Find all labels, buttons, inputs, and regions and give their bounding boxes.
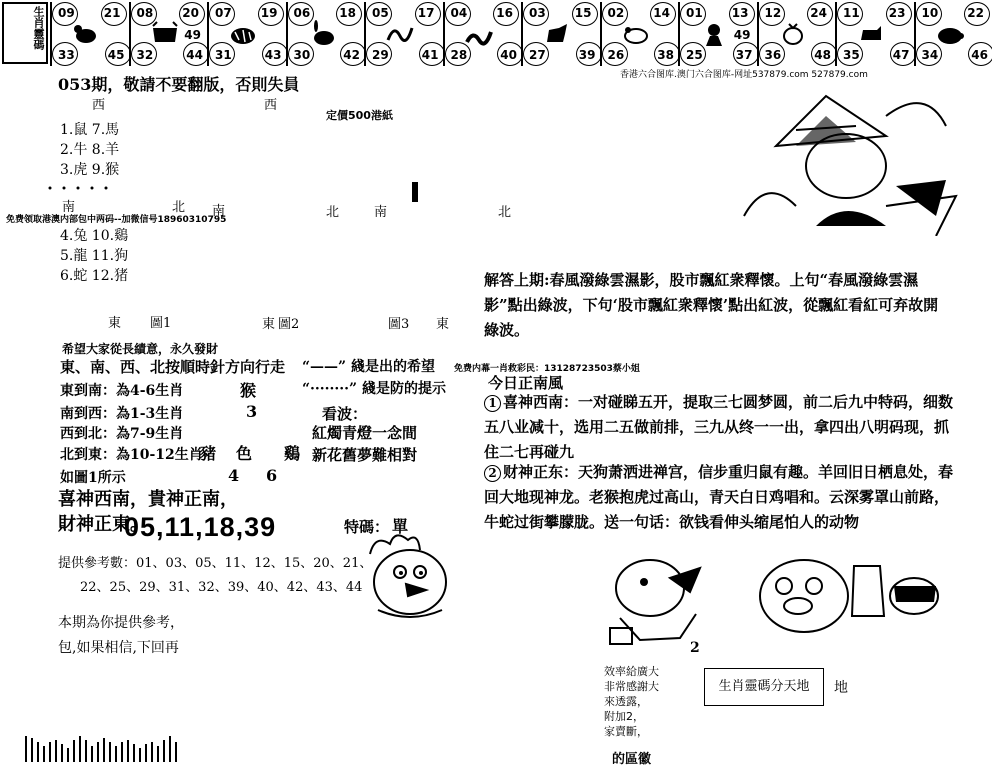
zodiac-cell [835,2,914,66]
zodiac-number: 09 [58,6,75,20]
legend-solid [302,356,435,376]
thanks-line: 附加2， [604,710,644,723]
north-east-line: 北到東：為10-12生肖 [60,447,203,463]
zodiac-cell [129,2,208,66]
watermark: 香港六合图库.澳门六合图库-网址537879.com 527879.com [620,70,868,80]
thanks-block [604,664,659,739]
goat-icon [622,20,650,48]
thanks-line: 非常感謝大 [604,680,659,693]
figure-label: 圖3 [388,317,410,332]
list-item: 5.龍 11.狗 [60,248,129,264]
zodiac-number: 38 [657,48,674,62]
zodiac-number: 20 [182,6,199,20]
kanbo-title: 看波： [322,405,368,423]
north-label: 北 [498,205,512,220]
tiger-icon [229,20,257,48]
zodiac-number: 31 [215,48,232,62]
footer-slogan-box [704,668,824,706]
zodiac-strip [0,0,992,70]
thanks-line: 效率給廣大 [604,665,659,678]
dog-icon [857,20,885,48]
wish-line: 希望大家從長績意，永久發財 [62,342,219,356]
list-item: 1.鼠 7.馬 [60,122,120,138]
zodiac-number: 32 [136,48,154,62]
zodiac-number: 29 [372,48,389,62]
special-value: 單 [392,517,409,536]
free-ad-2: 免费内幕一肖救彩民：13128723503蔡小姐 [454,364,640,374]
god-directions: 喜神西南，貴神正南， [58,489,238,510]
area-label: 的區徽 [612,752,652,767]
zodiac-number: 12 [764,6,782,20]
zodiac-number: 10 [921,6,939,20]
circle-number: 2 [484,465,501,482]
lucky-numbers: 05,11,18,39 [124,512,277,542]
wave-decoration [20,722,190,766]
zodiac-number: 40 [500,48,517,62]
south-label: 南 [212,204,226,219]
direction-line: 東、南、西、北按順時針方向行走 [60,358,286,376]
snake-icon [465,20,493,48]
zodiac-number: 17 [417,6,435,20]
zodiac-number: 16 [496,6,513,20]
zodiac-number: 08 [136,6,154,20]
hint-rooster: 鷄 [284,444,301,463]
figure-ref: 如圖1所示 [60,470,126,486]
zodiac-cell [286,2,365,66]
mouse-icon [72,20,100,48]
reference-numbers-cont: 22、25、29、31、32、39、40、42、43、44 [80,580,363,595]
free-ad: 免费领取港澳内部包中两码--加微信号18960310795 [6,215,227,225]
zodiac-number: 11 [843,6,860,20]
zodiac-cell [678,2,757,66]
zodiac-number: 47 [892,48,910,62]
zodiac-cell [521,2,600,66]
ox-icon [151,20,179,48]
zodiac-number: 36 [764,48,782,62]
south-label: 南 [62,200,76,215]
zodiac-number: 06 [293,6,311,20]
east-south-line: 東到南：為4-6生肖 [60,383,184,399]
zodiac-number: 28 [450,48,468,62]
list-item: 3.虎 9.猴 [60,162,120,178]
zodiac-cell [364,2,443,66]
section-text: 一对碰睇五开，提取三七圆梦圆，前二后九中特码，细数五八业减十，选用二五做前排，三九从终一一出，拿四出八明码现，抓住二七再碰九 [484,393,954,461]
zodiac-number: 48 [814,48,831,62]
zodiac-number: 14 [653,6,670,20]
legend-dotted [302,378,446,398]
chicken-cartoon-icon [350,524,460,624]
zodiac-number: 30 [293,48,311,62]
zodiac-number: 44 [186,48,203,62]
rooster-icon [779,20,807,48]
list-item: 2.牛 8.羊 [60,142,120,158]
zodiac-number: 18 [339,6,356,20]
legend-solid-mark: “——” [302,359,347,375]
circle-number: 1 [484,395,501,412]
zodiac-number: 25 [686,48,703,62]
section-title: 财神正东： [503,463,579,481]
east-label: 東 [108,316,122,331]
pig-cartoon-icon [744,546,944,646]
zodiac-number: 33 [58,48,75,62]
wealth-god: 財神正東。 [58,514,148,535]
zodiac-number: 43 [264,48,282,62]
special-label: 特碼： [344,518,390,536]
zodiac-number: 05 [372,6,389,20]
horse-icon [543,20,571,48]
zodiac-number: 19 [260,6,278,20]
section-xi-shen [484,390,958,465]
zodiac-cell [600,2,679,66]
south-label: 南 [374,205,388,220]
zodiac-number: 24 [810,6,827,20]
west-label: 西 [264,98,278,113]
figure-label: 圖2 [278,317,300,332]
rabbit-icon [308,20,336,48]
brand-label: 生肖靈碼 [2,2,48,64]
hint-six: 6 [266,466,278,485]
kanbo-verse: 新花舊夢難相對 [312,446,418,464]
zodiac-cell [443,2,522,66]
duck-cartoon-icon [600,548,720,648]
zodiac-list-bottom [60,226,128,286]
zodiac-number: 04 [450,6,468,20]
zodiac-number: 34 [921,48,939,62]
zodiac-number: 37 [735,48,753,62]
hint-number: 3 [246,402,258,421]
closing-line: 本期為你提供參考， [58,615,184,631]
page-number: 2 [690,640,700,656]
zodiac-number: 03 [529,6,546,20]
section-cai-shen [484,460,958,535]
zodiac-number: 13 [731,6,749,20]
price-label: 定價500港紙 [326,109,393,122]
zodiac-list-top [60,120,119,180]
legend-solid-text: 綫是出的希望 [350,359,435,375]
north-label: 北 [326,205,340,220]
zodiac-number: 02 [607,6,625,20]
zodiac-number: 21 [103,6,121,20]
zodiac-number: 23 [888,6,906,20]
thanks-line: 來透露， [604,695,648,708]
zodiac-number: 22 [967,6,984,20]
zodiac-number: 42 [343,48,360,62]
today-wind: 今日正南風 [488,374,564,392]
north-label: 北 [172,200,186,215]
issue-notice: 053期，敬請不要翻版，否則失員 [58,75,300,94]
legend-dotted-mark: “········” [302,381,358,397]
closing-line: 包,如果相信,下回再 [58,640,179,656]
zodiac-number: 26 [607,48,625,62]
zodiac-number: 49 [184,28,201,42]
section-text: 天狗萧洒进禅宫，信步重归鼠有趣。羊回旧日栖息处，春回大地现神龙。老猴抱虎过高山，青天白日鸡唱和。云深雾罩山前路，牛蛇过街攀朦胧。送一句话：欲钱看伸头缩尾怕人的动物 [484,463,954,531]
hint-four: 4 [228,466,240,485]
zodiac-cell [207,2,286,66]
hint-monkey: 猴 [240,381,257,400]
hint-color: 色 [236,444,253,463]
zodiac-number: 01 [686,6,703,20]
zodiac-number: 07 [215,6,232,20]
zodiac-number: 49 [733,28,751,42]
zodiac-number: 46 [971,48,988,62]
zodiac-number: 41 [421,48,439,62]
list-item: 6.蛇 12.猪 [60,268,129,284]
mascot-cartoon-icon [736,86,966,236]
hint-pig: 豬 [200,444,217,463]
figure-label: 圖1 [150,316,172,331]
zodiac-cell [50,2,129,66]
east-label: 東 [262,317,276,332]
monkey-icon [700,20,728,48]
pig-icon [936,20,964,48]
last-issue-answer: 解答上期:春風潑綠雲濕影，股市飄紅衆釋懷。上句“春風潑綠雲濕影”點出綠波，下句‘股市飄紅衆釋懷’點出紅波，從飄紅看紅可弃故開綠波。 [484,271,939,339]
zodiac-number: 35 [843,48,860,62]
zodiac-number: 15 [574,6,592,20]
zodiac-number: 39 [578,48,596,62]
thanks-line: 家賣斷， [604,725,648,738]
legend-dotted-text: 綫是防的提示 [361,381,446,397]
footer-tail: 地 [834,680,848,696]
east-label: 東 [436,317,450,332]
west-north-line: 西到北：為7-9生肖 [60,426,184,442]
section-title: 喜神西南： [503,393,579,411]
south-west-line: 南到西：為1-3生肖 [60,406,184,422]
zodiac-number: 45 [107,48,125,62]
zodiac-cell [757,2,836,66]
kanbo-verse: 紅燭青燈一念間 [312,424,418,442]
list-item: 4.兔 10.鷄 [60,228,129,244]
west-label: 西 [92,98,106,113]
reference-numbers: 提供參考數：01、03、05、11、12、15、20、21、 [58,556,373,571]
zodiac-cell [914,2,992,66]
footer-slogan: 生肖靈碼分天地 [718,679,810,694]
zodiac-number: 27 [529,48,546,62]
dragon-icon [386,20,414,48]
